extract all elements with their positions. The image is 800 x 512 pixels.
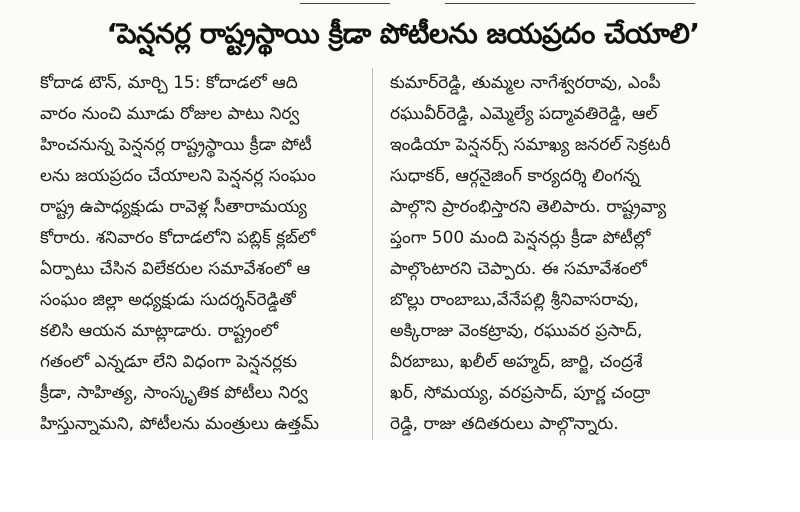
text-line: బొల్లు రాంబాబు,వేనేపల్లి శ్రీనివాసరావు, — [390, 290, 639, 310]
cut-rule-left — [300, 3, 390, 4]
cut-off-previous-article — [0, 0, 800, 10]
text-line: కుమార్‌రెడ్డి, తుమ్మల నాగేశ్వరరావు, ఎంపీ — [390, 73, 661, 93]
text-line: క్రీడా, సాహిత్య, సాంస్కృతిక పోటీలు నిర్వ — [40, 383, 308, 403]
text-line: ఇండియా పెన్షనర్స్ సమాఖ్య జనరల్ సెక్రటరీ — [390, 135, 671, 155]
text-line: సంఘం జిల్లా అధ్యక్షుడు సుదర్శన్‌రెడ్డితో — [40, 290, 296, 310]
article-column-right — [390, 68, 770, 440]
text-line: హిస్తున్నామని, పోటీలను మంత్రులు ఉత్తమ్ — [40, 414, 319, 434]
text-line: వారం నుంచి మూడు రోజుల పాటు నిర్వ — [40, 104, 300, 124]
text-line: కలిసి ఆయన మాట్లాడారు. రాష్ట్రంలో — [40, 321, 279, 341]
article-column-left — [40, 68, 360, 440]
article-headline: ‘పెన్షనర్ల రాష్ట్రస్థాయి క్రీడా పోటీలను జయప్రదం చేయాలి’ — [106, 17, 700, 50]
text-line: పాల్గొని ప్రారంభిస్తారని తెలిపారు. రాష్ట్రవ్యా — [390, 197, 667, 217]
text-line: కోదాడ టౌన్, మార్చి 15: కోదాడలో ఆది — [40, 73, 298, 93]
text-line: కోరారు. శనివారం కోదాడలోని పబ్లిక్ క్లబ్‌లో — [40, 228, 316, 248]
cut-rule-right — [445, 3, 695, 4]
text-line: ఏర్పాటు చేసిన విలేకరుల సమావేశంలో ఆ — [40, 259, 311, 279]
text-line: రెడ్డి, రాజు తదితరులు పాల్గొన్నారు. — [390, 414, 619, 434]
text-line: వీరబాబు, ఖలీల్ అహ్మద్, జార్జి, చంద్రశే — [390, 352, 643, 372]
text-line: రఘువీర్‌రెడ్డి, ఎమ్మెల్యే పద్మావతిరెడ్డి, ఆల్ — [390, 104, 658, 124]
text-line: ప్తంగా 500 మంది పెన్షనర్లు క్రీడా పోటీల్లో — [390, 228, 651, 248]
text-line: సుధాకర్, ఆర్గనైజింగ్ కార్యదర్శి లింగన్న — [390, 166, 640, 186]
text-line: పాల్గొంటారని చెప్పారు. ఈ సమావేశంలో — [390, 259, 647, 279]
text-line: హించనున్న పెన్షనర్ల రాష్ట్రస్థాయి క్రీడా పోటీ — [40, 135, 312, 155]
text-line: గతంలో ఎన్నడూ లేని విధంగా పెన్షనర్లకు — [40, 352, 298, 372]
text-line: అక్కిరాజు వెంకట్రావు, రఘువర ప్రసాద్, — [390, 321, 643, 341]
text-line: లను జయప్రదం చేయాలని పెన్షనర్ల సంఘం — [40, 166, 316, 186]
text-line: రాష్ట్ర ఉపాధ్యక్షుడు రావెళ్ల సీతారామయ్య — [40, 197, 307, 217]
text-line: ఖర్, సోమయ్య, వరప్రసాద్, పూర్ణ చంద్రా — [390, 383, 651, 403]
column-divider — [372, 68, 373, 440]
